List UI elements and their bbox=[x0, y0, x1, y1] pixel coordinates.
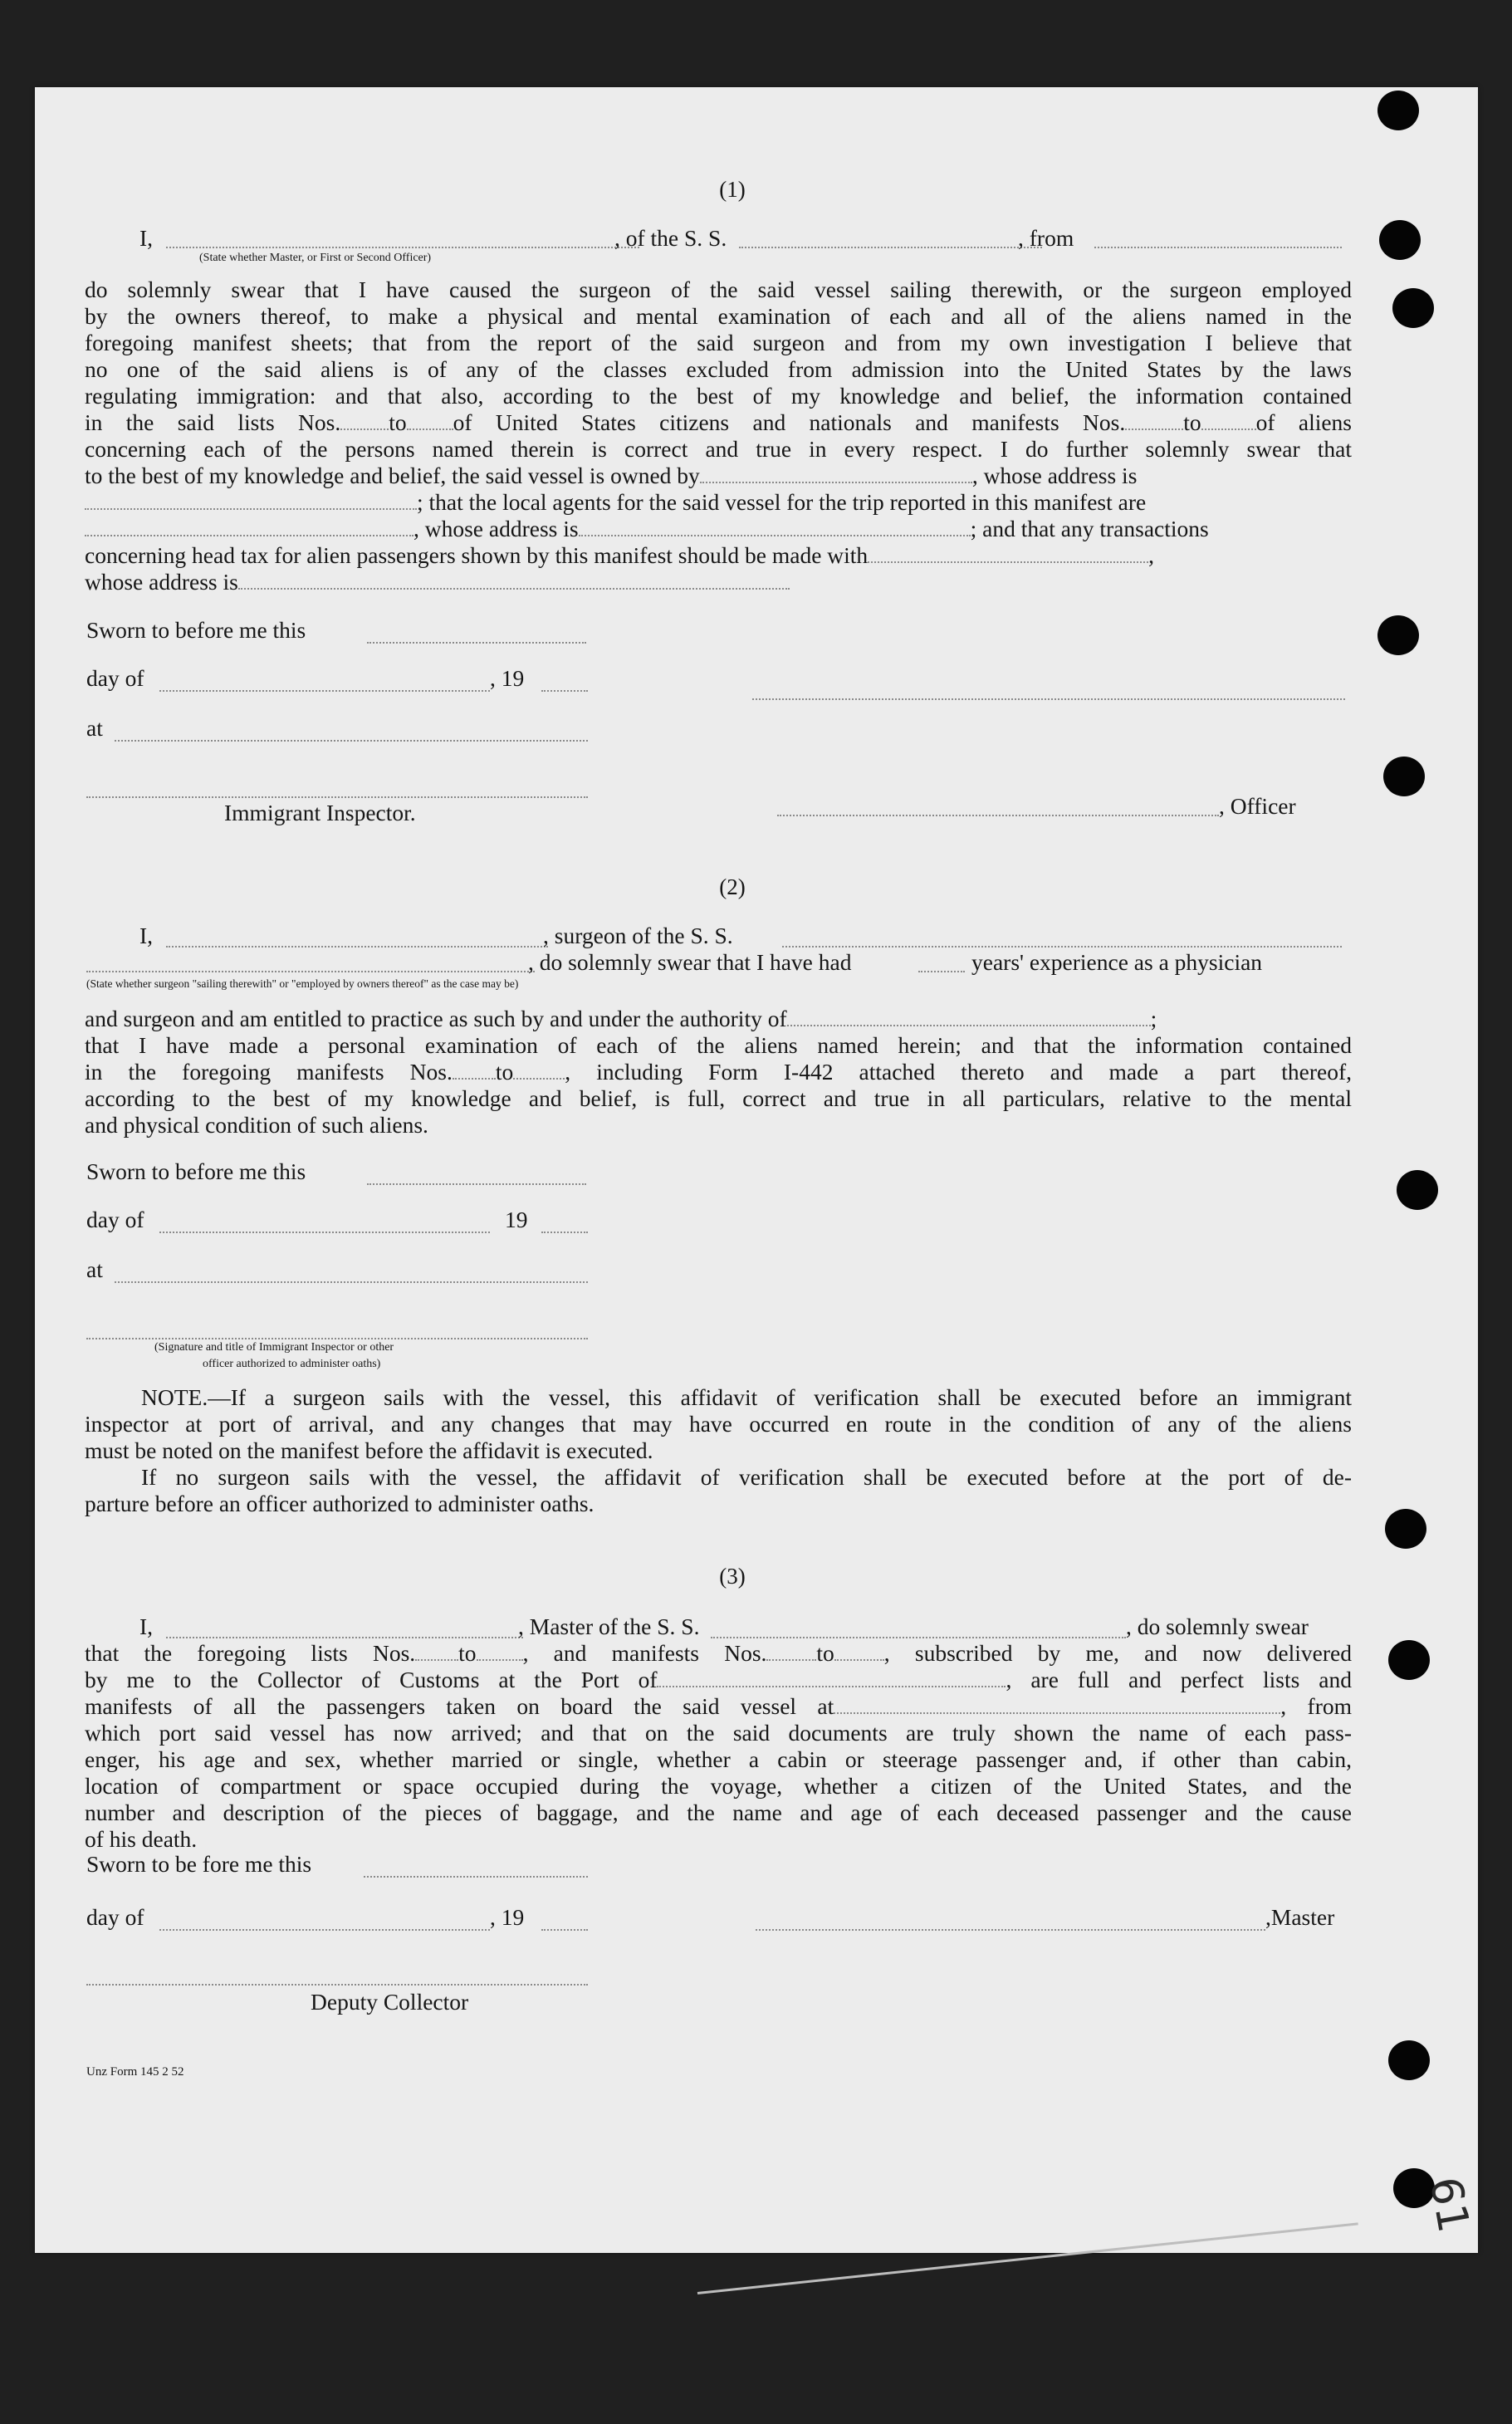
s1-address-text: , whose address is bbox=[413, 516, 579, 541]
s1-i: I, bbox=[139, 225, 154, 251]
s3-swear: , do solemnly swear bbox=[1126, 1614, 1309, 1639]
s3-sworn: Sworn to be fore me this bbox=[86, 1851, 312, 1877]
s3-port-text: by me to the Collector of Customs at the Port of bbox=[85, 1667, 658, 1692]
punch-hole bbox=[1397, 1170, 1438, 1210]
note-line: inspector at port of arrival, and any changes that may have occurred en route in the condition of any of the aliens bbox=[85, 1411, 1352, 1437]
blank bbox=[415, 1643, 458, 1661]
blank bbox=[766, 1643, 816, 1661]
s1-headtax-line bbox=[85, 542, 1352, 569]
blank bbox=[1125, 412, 1183, 430]
s3-paragraph-line: of his death. bbox=[85, 1826, 198, 1852]
s1-citizens-text: of United States citizens and nationals and manifests Nos. bbox=[453, 409, 1126, 435]
s1-at-line bbox=[115, 738, 588, 742]
punch-hole bbox=[1383, 757, 1425, 796]
s3-sworn-line bbox=[364, 1874, 588, 1878]
blank bbox=[238, 571, 790, 590]
blank bbox=[657, 1669, 1006, 1687]
note-line: NOTE.—If a surgeon sails with the vessel, this affidavit of verification shall be executed before an immigrant bbox=[141, 1384, 1352, 1410]
s1-officer-sig-line bbox=[777, 813, 1219, 816]
note-line: If no surgeon sails with the vessel, the affidavit of verification shall be executed before at the port of de- bbox=[141, 1464, 1352, 1490]
blank bbox=[453, 1061, 496, 1080]
punch-hole bbox=[1379, 220, 1421, 260]
punch-hole bbox=[1377, 615, 1419, 655]
s1-paragraph-line: concerning each of the persons named therein is correct and true in every respect. I do further solemnly swear that bbox=[85, 436, 1352, 462]
s3-nineteen: , 19 bbox=[490, 1904, 525, 1930]
s2-sig-caption-1: (Signature and title of Immigrant Inspector or other bbox=[154, 1341, 394, 1354]
s3-to: to bbox=[458, 1640, 477, 1666]
s2-surgeon-of-ss: , surgeon of the S. S. bbox=[543, 923, 733, 948]
s1-paragraph-line: regulating immigration: and that also, according to the best of my knowledge and belief, the information contained bbox=[85, 383, 1352, 409]
blank bbox=[700, 465, 972, 483]
s3-deputy-label: Deputy Collector bbox=[311, 1989, 469, 2015]
s2-sig-caption-2: officer authorized to administer oaths) bbox=[203, 1358, 381, 1370]
blank bbox=[477, 1643, 523, 1661]
s3-paragraph-line: location of compartment or space occupied during the voyage, whether a citizen of the United States, and the bbox=[85, 1773, 1352, 1799]
s3-boarded-line bbox=[85, 1693, 1352, 1720]
s3-master-name-line bbox=[166, 1635, 523, 1638]
s1-to: to bbox=[1183, 409, 1201, 435]
s2-at: at bbox=[86, 1256, 103, 1282]
s2-manifests-text: in the foregoing manifests Nos. bbox=[85, 1059, 453, 1085]
section-1-number: (1) bbox=[719, 177, 746, 202]
s1-paragraph-line: do solemnly swear that I have caused the surgeon of the said vessel sailing therewith, or the surgeon employed bbox=[85, 277, 1352, 302]
s3-i: I, bbox=[139, 1614, 154, 1639]
s3-lists-text: that the foregoing lists Nos. bbox=[85, 1640, 416, 1666]
s3-dayof-line bbox=[159, 1927, 490, 1931]
s3-paragraph-line: which port said vessel has now arrived; and that on the said documents are truly shown the name of each pass- bbox=[85, 1720, 1352, 1746]
blank bbox=[834, 1696, 1280, 1714]
s3-dayof: day of bbox=[86, 1904, 144, 1930]
s2-nineteen: 19 bbox=[505, 1207, 528, 1232]
s1-dayof: day of bbox=[86, 665, 144, 691]
s2-dayof-line bbox=[159, 1230, 490, 1233]
s1-paragraph-line: foregoing manifest sheets; that from the report of the said surgeon and from my own investigation I believe that bbox=[85, 330, 1352, 355]
section-2-number: (2) bbox=[719, 874, 746, 899]
blank bbox=[1201, 412, 1256, 430]
s1-transactions-text: ; and that any transactions bbox=[970, 516, 1209, 541]
s1-aliens-text: of aliens bbox=[1255, 409, 1353, 435]
s3-master-of-ss: , Master of the S. S. bbox=[518, 1614, 700, 1639]
s1-officer-label: , Officer bbox=[1219, 793, 1296, 819]
blank bbox=[513, 1061, 565, 1080]
s1-address-text: , whose address is bbox=[971, 463, 1138, 488]
blank bbox=[85, 518, 413, 536]
s3-lists-line bbox=[85, 1640, 1352, 1667]
s1-agent-address-line bbox=[85, 516, 1352, 542]
s3-port-line bbox=[85, 1667, 1352, 1693]
s1-officer-rank-line bbox=[166, 245, 639, 248]
s1-sworn: Sworn to before me this bbox=[86, 617, 306, 643]
s3-master-sig-line bbox=[756, 1927, 1265, 1931]
punch-hole bbox=[1392, 288, 1434, 328]
s2-form-text: , including Form I-442 attached thereto and made a part thereof, bbox=[565, 1059, 1353, 1085]
s3-paragraph-line: enger, his age and sex, whether married or single, whether a cabin or steerage passenger and, if other than cabin, bbox=[85, 1746, 1352, 1772]
s3-manifests-text: , and manifests Nos. bbox=[522, 1640, 767, 1666]
blank bbox=[579, 518, 971, 536]
s1-rank-caption: (State whether Master, or First or Second Officer) bbox=[199, 252, 432, 264]
semicolon: ; bbox=[1150, 1006, 1157, 1031]
s3-boarded-text: manifests of all the passengers taken on board the said vessel at bbox=[85, 1693, 834, 1719]
s2-sworn: Sworn to before me this bbox=[86, 1158, 306, 1184]
s1-inspector-sig-line bbox=[86, 795, 588, 798]
s1-year-line bbox=[541, 688, 588, 692]
s1-dayof-line bbox=[159, 688, 490, 692]
s1-vessel-line bbox=[739, 245, 1042, 248]
punch-hole bbox=[1388, 1640, 1430, 1680]
s1-owner-text: to the best of my knowledge and belief, the said vessel is owned by bbox=[85, 463, 700, 488]
s3-master-label: ,Master bbox=[1265, 1904, 1335, 1930]
blank bbox=[340, 412, 389, 430]
s2-kind-caption: (State whether surgeon "sailing therewith" or "employed by owners thereof" as the case may be) bbox=[86, 977, 519, 990]
s2-at-line bbox=[115, 1280, 588, 1283]
s2-year-line bbox=[541, 1230, 588, 1233]
s3-deputy-sig-line bbox=[86, 1982, 588, 1986]
margin-note: 61 bbox=[1419, 2173, 1479, 2236]
s3-year-line bbox=[541, 1927, 588, 1931]
blank bbox=[834, 1643, 884, 1661]
s1-paragraph-line: by the owners thereof, to make a physical and mental examination of each and all of the aliens named in the bbox=[85, 303, 1352, 329]
s2-manifests-line bbox=[85, 1059, 1352, 1085]
s1-of-ss: , of the S. S. bbox=[614, 225, 727, 251]
s3-from-text: , from bbox=[1280, 1693, 1352, 1719]
s1-to: to bbox=[389, 409, 407, 435]
s3-vessel-line bbox=[711, 1635, 1126, 1638]
blank bbox=[85, 492, 417, 510]
s2-authority-line bbox=[85, 1006, 1352, 1032]
section-3-number: (3) bbox=[719, 1564, 746, 1589]
s2-officer-sig-line bbox=[86, 1336, 588, 1339]
s1-whose-address-line bbox=[85, 569, 1352, 595]
s1-agents-text: ; that the local agents for the said vessel for the trip reported in this manifest are bbox=[417, 489, 1147, 515]
s2-paragraph-line: that I have made a personal examination of each of the aliens named herein; and that the information contained bbox=[85, 1032, 1352, 1058]
s2-authority-text: and surgeon and am entitled to practice as such by and under the authority of bbox=[85, 1006, 787, 1031]
s1-lists-line bbox=[85, 409, 1352, 436]
s3-to: to bbox=[816, 1640, 834, 1666]
s3-perfect-text: , are full and perfect lists and bbox=[1006, 1667, 1352, 1692]
form-page bbox=[35, 87, 1478, 2253]
punch-hole bbox=[1388, 2040, 1430, 2080]
s2-vessel-line bbox=[782, 944, 1342, 948]
blank bbox=[787, 1008, 1151, 1026]
s2-years-line bbox=[918, 969, 965, 972]
s1-sworn-line bbox=[367, 640, 586, 644]
s3-paragraph-line: number and description of the pieces of baggage, and the name and age of each deceased passenger and the cause bbox=[85, 1800, 1352, 1825]
s1-at: at bbox=[86, 715, 103, 741]
s1-whose-address-text: whose address is bbox=[85, 569, 238, 595]
note-line: must be noted on the manifest before the affidavit is executed. bbox=[85, 1437, 653, 1463]
s2-surgeon-kind-line bbox=[86, 969, 535, 972]
s1-master-sig-line bbox=[752, 697, 1345, 700]
s1-headtax-text: concerning head tax for alien passengers shown by this manifest should be made with bbox=[85, 542, 869, 568]
s1-agents-line bbox=[85, 489, 1352, 516]
comma: , bbox=[1148, 542, 1155, 568]
s3-delivered-text: , subscribed by me, and now delivered bbox=[883, 1640, 1352, 1666]
s2-paragraph-line: according to the best of my knowledge and belief, is full, correct and true in all particulars, relative to the mental bbox=[85, 1085, 1352, 1111]
s2-years-text: years' experience as a physician bbox=[971, 949, 1263, 975]
s2-surgeon-name-line bbox=[166, 944, 548, 948]
s1-from: , from bbox=[1018, 225, 1074, 251]
s2-dayof: day of bbox=[86, 1207, 144, 1232]
s1-inspector-label: Immigrant Inspector. bbox=[224, 800, 416, 825]
punch-hole bbox=[1385, 1509, 1426, 1549]
s1-lists-text: in the said lists Nos. bbox=[85, 409, 341, 435]
blank bbox=[868, 545, 1148, 563]
form-number: Unz Form 145 2 52 bbox=[86, 2065, 184, 2079]
s2-to: to bbox=[495, 1059, 514, 1085]
blank bbox=[407, 412, 453, 430]
s2-i: I, bbox=[139, 923, 154, 948]
s2-sworn-line bbox=[367, 1182, 586, 1185]
s1-paragraph-line: no one of the said aliens is of any of the classes excluded from admission into the United States by the laws bbox=[85, 356, 1352, 382]
s1-owner-line bbox=[85, 463, 1352, 489]
s2-swear: , do solemnly swear that I have had bbox=[528, 949, 852, 975]
s1-from-line bbox=[1094, 245, 1342, 248]
punch-hole bbox=[1377, 91, 1419, 130]
s2-paragraph-line: and physical condition of such aliens. bbox=[85, 1112, 428, 1138]
note-line: parture before an officer authorized to administer oaths. bbox=[85, 1491, 595, 1516]
s1-nineteen: , 19 bbox=[490, 665, 525, 691]
